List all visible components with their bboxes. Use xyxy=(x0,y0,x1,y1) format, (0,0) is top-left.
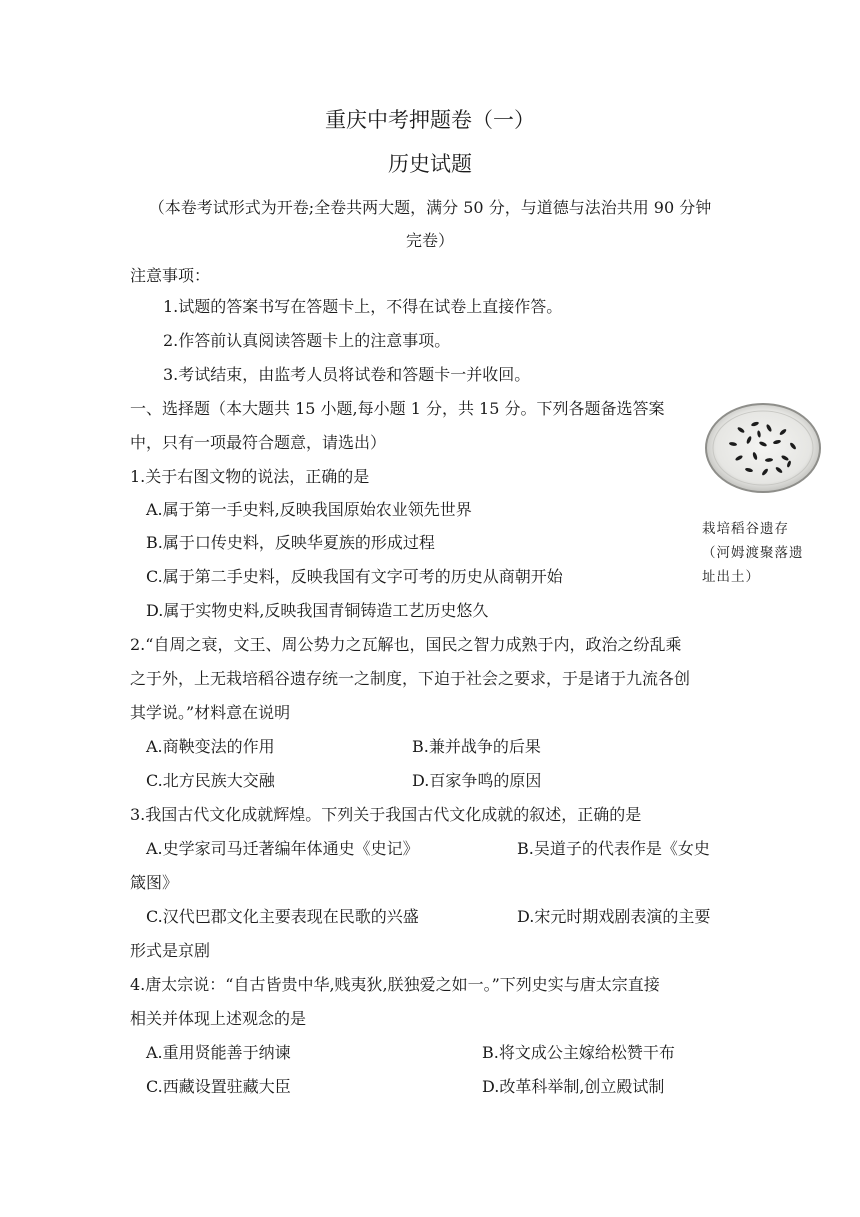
notice-item: 3.考试结束，由监考人员将试卷和答题卡一并收回。 xyxy=(163,365,531,384)
notice-item: 2.作答前认真阅读答题卡上的注意事项。 xyxy=(163,331,451,350)
section1-instructions-cont: 中，只有一项最符合题意，请选出） xyxy=(130,433,387,452)
figure-caption: 址出土） xyxy=(702,569,760,585)
figure-caption: （河姆渡聚落遗 xyxy=(702,545,804,561)
option-b: B.属于口传史料，反映华夏族的形成过程 xyxy=(146,533,435,552)
option-a: A.史学家司马迁著编年体通史《史记》 xyxy=(146,839,419,858)
option-b: B.兼并战争的后果 xyxy=(412,737,541,756)
figure-caption: 栽培稻谷遗存 xyxy=(702,521,789,537)
option-a: A.重用贤能善于纳谏 xyxy=(146,1043,291,1062)
option-c: C.北方民族大交融 xyxy=(146,771,275,790)
notice-item: 1.试题的答案书写在答题卡上，不得在试卷上直接作答。 xyxy=(163,297,563,316)
option-d-cont: 形式是京剧 xyxy=(130,941,211,960)
exam-subject: 历史试题 xyxy=(388,152,472,176)
exam-title: 重庆中考押题卷（一） xyxy=(325,108,535,132)
option-d: D.改革科举制,创立殿试制 xyxy=(482,1077,665,1096)
option-c: C.属于第二手史料，反映我国有文字可考的历史从商朝开始 xyxy=(146,567,563,586)
question-stem-cont: 之于外，上无栽培稻谷遗存统一之制度，下迫于社会之要求，于是诸于九流各创 xyxy=(130,669,691,688)
question-stem-cont: 相关并体现上述观念的是 xyxy=(130,1009,307,1028)
rice-grains-bowl-icon xyxy=(703,402,823,494)
section1-instructions: 一、选择题（本大题共 15 小题,每小题 1 分，共 15 分。下列各题备选答案 xyxy=(130,399,665,418)
option-c: C.汉代巴郡文化主要表现在民歌的兴盛 xyxy=(146,907,419,926)
option-b: B.将文成公主嫁给松赞干布 xyxy=(482,1043,675,1062)
option-b-cont: 箴图》 xyxy=(130,873,179,892)
option-d: D.属于实物史料,反映我国青铜铸造工艺历史悠久 xyxy=(146,601,489,620)
option-d: D.百家争鸣的原因 xyxy=(412,771,542,790)
option-d: D.宋元时期戏剧表演的主要 xyxy=(517,907,711,926)
question-stem: 3.我国古代文化成就辉煌。下列关于我国古代文化成就的叙述，正确的是 xyxy=(130,805,642,824)
question-stem: 2.“自周之衰，文王、周公势力之瓦解也，国民之智力成熟于内，政治之纷乱乘 xyxy=(130,635,682,654)
option-b: B.吴道子的代表作是《女史 xyxy=(517,839,710,858)
exam-note-line2: 完卷） xyxy=(405,231,454,250)
option-a: A.属于第一手史料,反映我国原始农业领先世界 xyxy=(146,500,472,519)
question-stem-cont: 其学说。”材料意在说明 xyxy=(130,703,291,722)
question-stem: 1.关于右图文物的说法，正确的是 xyxy=(130,467,370,486)
option-a: A.商鞅变法的作用 xyxy=(146,737,275,756)
option-c: C.西藏设置驻藏大臣 xyxy=(146,1077,291,1096)
exam-note-line1: （本卷考试形式为开卷;全卷共两大题，满分 50 分，与道德与法治共用 90 分钟 xyxy=(148,198,712,217)
notice-heading: 注意事项： xyxy=(130,266,211,285)
question-stem: 4.唐太宗说：“自古皆贵中华,贱夷狄,朕独爱之如一。”下列史实与唐太宗直接 xyxy=(130,975,660,994)
